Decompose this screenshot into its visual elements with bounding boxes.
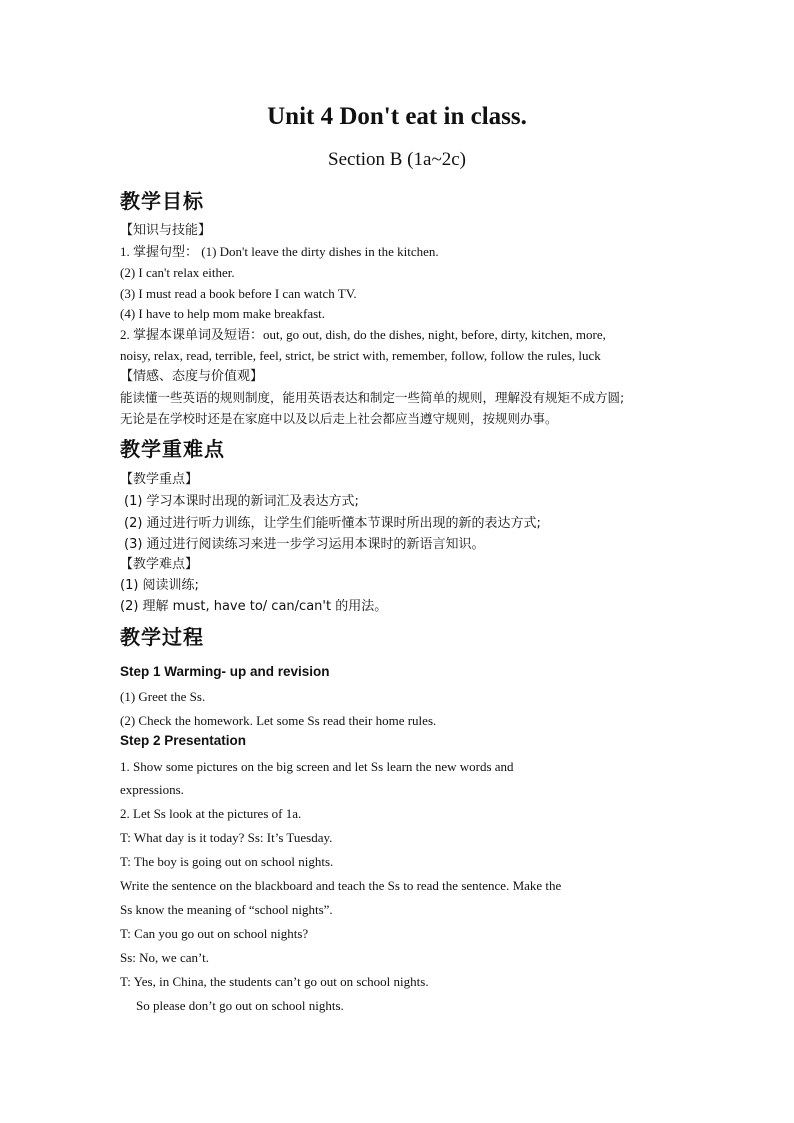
objective-line: 2. 掌握本课单词及短语：out, go out, dish, do the dishes, night, before, dirty, kitchen, more, (120, 327, 606, 342)
subheading-difficulty: 【教学难点】 (120, 557, 199, 572)
step2-line: 1. Show some pictures on the big screen and let Ss learn the new words and (120, 759, 514, 774)
step2-line: Ss: No, we can’t. (120, 950, 209, 965)
subheading-knowledge: 【知识与技能】 (120, 223, 212, 238)
step2-line: Write the sentence on the blackboard and teach the Ss to read the sentence. Make the (120, 878, 562, 893)
step2-heading: Step 2 Presentation (120, 733, 247, 748)
heading-key-points: 教学重难点 (120, 437, 225, 461)
step1-line: (1) Greet the Ss. (120, 689, 206, 704)
objective-line: (2) I can't relax either. (120, 265, 235, 280)
focus-line: (1) 学习本课时出现的新词汇及表达方式; (124, 494, 359, 509)
step2-line: T: What day is it today? Ss: It’s Tuesday. (120, 830, 333, 845)
step2-line: So please don’t go out on school nights. (136, 998, 344, 1013)
step2-line: 2. Let Ss look at the pictures of 1a. (120, 806, 302, 821)
subheading-attitude: 【情感、态度与价值观】 (120, 369, 264, 384)
objective-line: 1. 掌握句型： (1) Don't leave the dirty dishes in the kitchen. (120, 244, 439, 259)
attitude-line: 无论是在学校时还是在家庭中以及以后走上社会都应当遵守规则，按规则办事。 (120, 411, 558, 426)
subheading-focus: 【教学重点】 (120, 472, 199, 487)
objective-line: (3) I must read a book before I can watch TV. (120, 286, 357, 301)
objective-line: (4) I have to help mom make breakfast. (120, 306, 326, 321)
document-title: Unit 4 Don't eat in class. (267, 103, 527, 130)
step1-line: (2) Check the homework. Let some Ss read their home rules. (120, 713, 437, 728)
focus-line: (3) 通过进行阅读练习来进一步学习运用本课时的新语言知识。 (124, 537, 485, 552)
heading-process: 教学过程 (120, 625, 204, 649)
focus-line: (2) 通过进行听力训练，让学生们能听懂本节课时所出现的新的表达方式; (124, 516, 541, 531)
step2-line: T: Can you go out on school nights? (120, 926, 309, 941)
step2-line: Ss know the meaning of “school nights”. (120, 902, 333, 917)
objective-line: noisy, relax, read, terrible, feel, strict, be strict with, remember, follow, follow the rules, luck (120, 348, 601, 363)
heading-objectives: 教学目标 (120, 189, 204, 213)
document-subtitle: Section B (1a~2c) (328, 149, 466, 170)
step2-line: T: The boy is going out on school nights. (120, 854, 334, 869)
attitude-line: 能读懂一些英语的规则制度，能用英语表达和制定一些简单的规则，理解没有规矩不成方圆; (120, 390, 625, 405)
step2-line: T: Yes, in China, the students can’t go out on school nights. (120, 974, 429, 989)
difficulty-line: (1) 阅读训练; (120, 578, 199, 593)
step1-heading: Step 1 Warming- up and revision (120, 664, 330, 679)
difficulty-line: (2) 理解 must, have to/ can/can't 的用法。 (120, 599, 388, 614)
step2-line: expressions. (120, 782, 184, 797)
